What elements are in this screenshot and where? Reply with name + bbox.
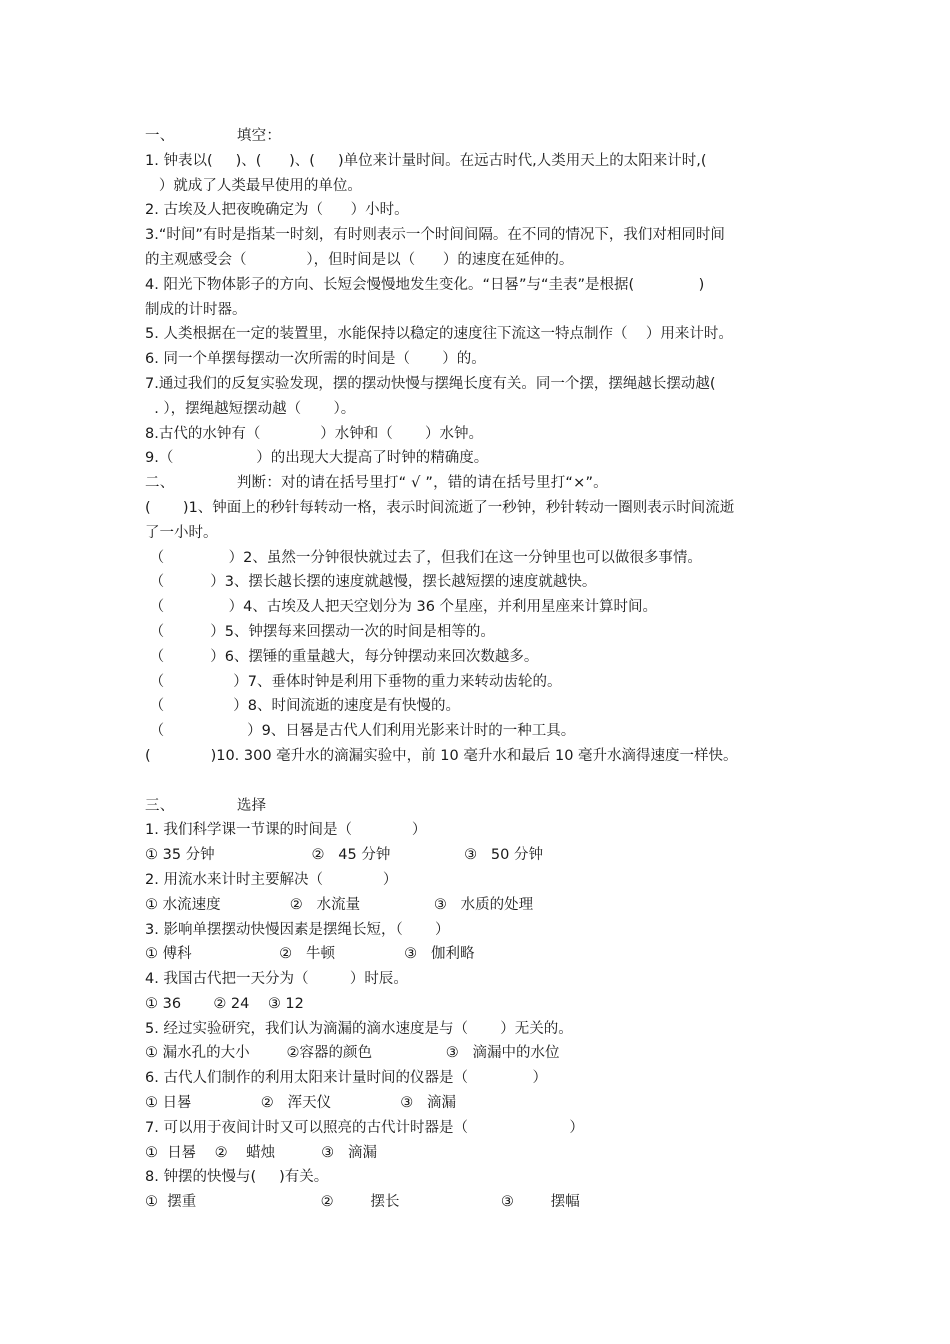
choice-options: ① 35 分钟 ② 45 分钟 ③ 50 分钟: [145, 847, 543, 864]
choice-options: ① 傅科 ② 牛顿 ③ 伽利略: [145, 946, 475, 963]
fill-blank-line: 5. 人类根据在一定的装置里，水能保持以稳定的速度往下流这一特点制作（ ）用来计时。: [145, 326, 733, 343]
choice-options: ① 日晷 ② 蜡烛 ③ 滴漏: [145, 1144, 378, 1161]
fill-blank-line: 制成的计时器。: [145, 301, 247, 318]
choice-question: 2. 用流水来计时主要解决（ ）: [145, 871, 398, 888]
fill-blank-line: 1. 钟表以( )、( )、( )单位来计量时间。在远古时代,人类用天上的太阳来计时,(: [145, 152, 707, 169]
true-false-line: （ ）3、摆长越长摆的速度就越慢，摆长越短摆的速度就越快。: [145, 574, 597, 591]
true-false-line: （ ）2、虽然一分钟很快就过去了，但我们在这一分钟里也可以做很多事情。: [145, 549, 702, 566]
fill-blank-line: 4. 阳光下物体影子的方向、长短会慢慢地发生变化。“日晷”与“圭表”是根据( ): [145, 276, 705, 293]
true-false-line: ( )1、钟面上的秒针每转动一格，表示时间流逝了一秒钟，秒针转动一圈则表示时间流逝: [145, 499, 735, 516]
fill-blank-line: 的主观感受会（ ），但时间是以（ ）的速度在延伸的。: [145, 251, 574, 268]
true-false-line: （ ）9、日晷是古代人们利用光影来计时的一种工具。: [145, 723, 576, 740]
true-false-line: （ ）8、时间流逝的速度是有快慢的。: [145, 698, 460, 715]
choice-options: ① 日晷 ② 浑天仪 ③ 滴漏: [145, 1095, 457, 1112]
choice-question: 6. 古代人们制作的利用太阳来计量时间的仪器是（ ）: [145, 1070, 547, 1087]
worksheet-page: [145, 124, 815, 1215]
true-false-line: ( )10. 300 毫升水的滴漏实验中，前 10 毫升水和最后 10 毫升水滴得速度一样快。: [145, 747, 738, 764]
section-2-title: 二、 判断：对的请在括号里打“ √ ”，错的请在括号里打“×”。: [145, 475, 608, 492]
choice-question: 8. 钟摆的快慢与( )有关。: [145, 1169, 329, 1186]
choice-question: 7. 可以用于夜间计时又可以照亮的古代计时器是（ ）: [145, 1119, 584, 1136]
section-3-title: 三、 选择: [145, 797, 267, 814]
choice-question: 3. 影响单摆摆动快慢因素是摆绳长短，（ ）: [145, 921, 450, 938]
choice-options: ① 摆重 ② 摆长 ③ 摆幅: [145, 1194, 580, 1211]
fill-blank-line: 6. 同一个单摆每摆动一次所需的时间是（ ）的。: [145, 351, 486, 368]
true-false-line: 了一小时。: [145, 524, 218, 541]
fill-blank-line: ）就成了人类最早使用的单位。: [145, 177, 362, 194]
fill-blank-line: . ），摆绳越短摆动越（ ）。: [145, 400, 356, 417]
fill-blank-line: 2. 古埃及人把夜晚确定为（ ）小时。: [145, 202, 409, 219]
section-1-title: 一、 填空：: [145, 128, 282, 144]
section-spacer: [145, 769, 815, 794]
true-false-line: （ ）6、摆锤的重量越大，每分钟摆动来回次数越多。: [145, 648, 539, 665]
fill-blank-line: 9.（ ）的出现大大提高了时钟的精确度。: [145, 450, 489, 467]
choice-question: 1. 我们科学课一节课的时间是（ ）: [145, 822, 427, 839]
true-false-line: （ ）5、钟摆每来回摆动一次的时间是相等的。: [145, 623, 495, 640]
fill-blank-line: 3.“时间”有时是指某一时刻，有时则表示一个时间间隔。在不同的情况下，我们对相同时间: [145, 227, 725, 244]
choice-question: 4. 我国古代把一天分为（ ）时辰。: [145, 971, 408, 988]
choice-question: 5. 经过实验研究，我们认为滴漏的滴水速度是与（ ）无关的。: [145, 1020, 573, 1037]
choice-options: ① 漏水孔的大小 ②容器的颜色 ③ 滴漏中的水位: [145, 1045, 560, 1062]
fill-blank-line: 8.古代的水钟有（ ）水钟和（ ）水钟。: [145, 425, 484, 442]
fill-blank-line: 7.通过我们的反复实验发现，摆的摆动快慢与摆绳长度有关。同一个摆，摆绳越长摆动越(: [145, 375, 716, 392]
choice-options: ① 36 ② 24 ③ 12: [145, 995, 304, 1012]
choice-options: ① 水流速度 ② 水流量 ③ 水质的处理: [145, 896, 534, 913]
true-false-line: （ ）4、古埃及人把天空划分为 36 个星座，并利用星座来计算时间。: [145, 599, 658, 616]
true-false-line: （ ）7、垂体时钟是利用下垂物的重力来转动齿轮的。: [145, 673, 562, 690]
